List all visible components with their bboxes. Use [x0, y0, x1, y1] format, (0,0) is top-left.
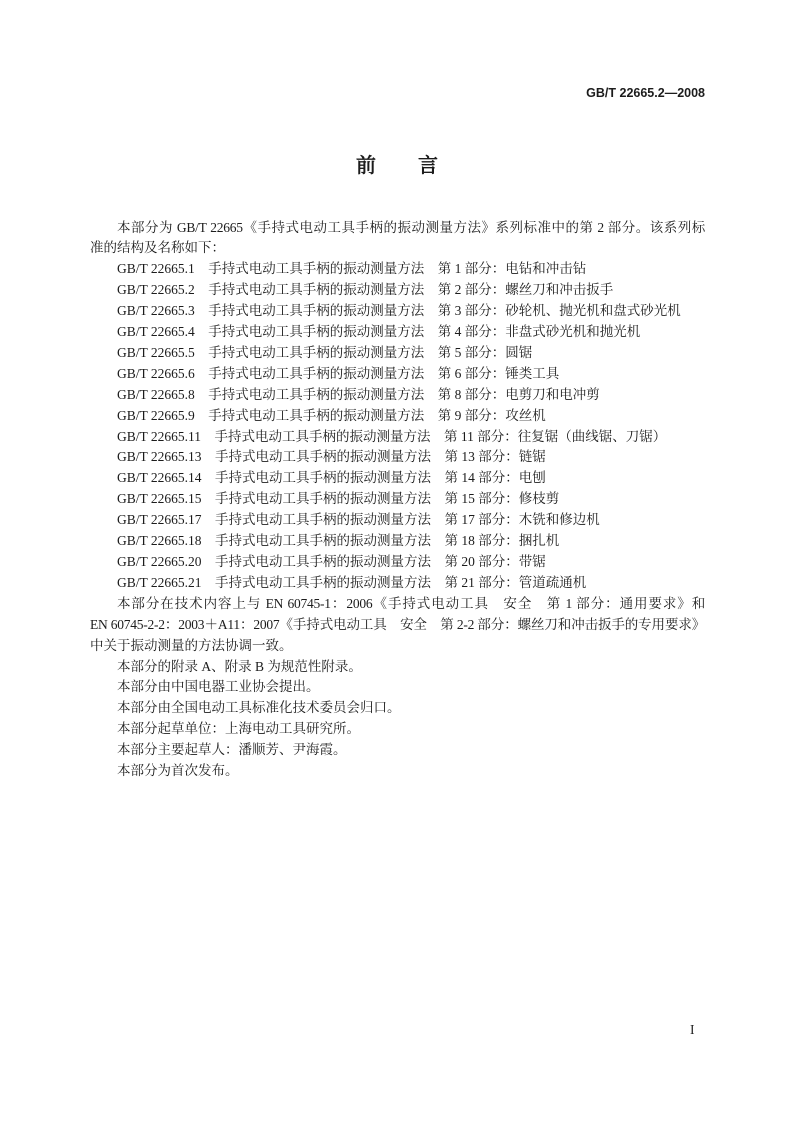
- intro-line: 本部分为 GB/T 22665《手持式电动工具手柄的振动测量方法》系列标准中的第 2 部分。该系列标: [117, 219, 705, 235]
- statement-proposer: 本部分由中国电器工业协会提出。: [117, 679, 320, 695]
- series-list-item: GB/T 22665.1 手持式电动工具手柄的振动测量方法 第 1 部分：电钻和冲击钻: [117, 261, 587, 277]
- statement-committee: 本部分由全国电动工具标准化技术委员会归口。: [117, 700, 401, 716]
- series-list-item: GB/T 22665.9 手持式电动工具手柄的振动测量方法 第 9 部分：攻丝机: [117, 407, 546, 423]
- series-list-item: GB/T 22665.6 手持式电动工具手柄的振动测量方法 第 6 部分：锤类工具: [117, 365, 560, 381]
- standard-number-header: GB/T 22665.2—2008: [586, 86, 705, 100]
- series-list: [90, 259, 705, 594]
- intro-line: 准的结构及名称如下：: [90, 240, 225, 256]
- series-list-item: GB/T 22665.14 手持式电动工具手柄的振动测量方法 第 14 部分：电刨: [117, 470, 546, 486]
- harmonization-line: EN 60745-2-2：2003＋A11：2007《手持式电动工具 安全 第 2-2 部分：螺丝刀和冲击扳手的专用要求》: [90, 616, 705, 632]
- statement-drafting-unit: 本部分起草单位：上海电动工具研究所。: [117, 721, 360, 737]
- page-number: I: [690, 1022, 695, 1037]
- series-list-item: GB/T 22665.4 手持式电动工具手柄的振动测量方法 第 4 部分：非盘式砂光机和抛光机: [117, 324, 641, 340]
- foreword-body: [90, 218, 705, 782]
- series-list-item: GB/T 22665.11 手持式电动工具手柄的振动测量方法 第 11 部分：往复锯（曲线锯、刀锯）: [117, 428, 667, 444]
- series-list-item: GB/T 22665.15 手持式电动工具手柄的振动测量方法 第 15 部分：修枝剪: [117, 491, 560, 507]
- statement-annex: 本部分的附录 A、附录 B 为规范性附录。: [117, 658, 362, 674]
- series-list-item: GB/T 22665.2 手持式电动工具手柄的振动测量方法 第 2 部分：螺丝刀和冲击扳手: [117, 282, 614, 298]
- harmonization-line: 本部分在技术内容上与 EN 60745-1：2006《手持式电动工具 安全 第 1 部分：通用要求》和: [117, 595, 705, 611]
- series-list-item: GB/T 22665.5 手持式电动工具手柄的振动测量方法 第 5 部分：圆锯: [117, 344, 533, 360]
- statements: [90, 657, 705, 782]
- intro-paragraph: [90, 218, 705, 260]
- series-list-item: GB/T 22665.13 手持式电动工具手柄的振动测量方法 第 13 部分：链锯: [117, 449, 546, 465]
- series-list-item: GB/T 22665.17 手持式电动工具手柄的振动测量方法 第 17 部分：木铣和修边机: [117, 512, 600, 528]
- series-list-item: GB/T 22665.3 手持式电动工具手柄的振动测量方法 第 3 部分：砂轮机、抛光机和盘式砂光机: [117, 303, 681, 319]
- series-list-item: GB/T 22665.20 手持式电动工具手柄的振动测量方法 第 20 部分：带锯: [117, 554, 546, 569]
- series-list-item: GB/T 22665.8 手持式电动工具手柄的振动测量方法 第 8 部分：电剪刀和电冲剪: [117, 386, 600, 402]
- statement-drafters: 本部分主要起草人：潘顺芳、尹海霞。: [117, 742, 347, 758]
- harmonization-paragraph: [90, 594, 705, 657]
- series-list-item: GB/T 22665.18 手持式电动工具手柄的振动测量方法 第 18 部分：捆扎机: [117, 533, 560, 549]
- statement-first-release: 本部分为首次发布。: [117, 763, 239, 779]
- page-title: [0, 155, 794, 175]
- harmonization-line: 中关于振动测量的方法协调一致。: [90, 637, 293, 653]
- series-list-item: GB/T 22665.21 手持式电动工具手柄的振动测量方法 第 21 部分：管道疏通机: [117, 574, 587, 590]
- page-title-text: 前 言: [356, 153, 449, 177]
